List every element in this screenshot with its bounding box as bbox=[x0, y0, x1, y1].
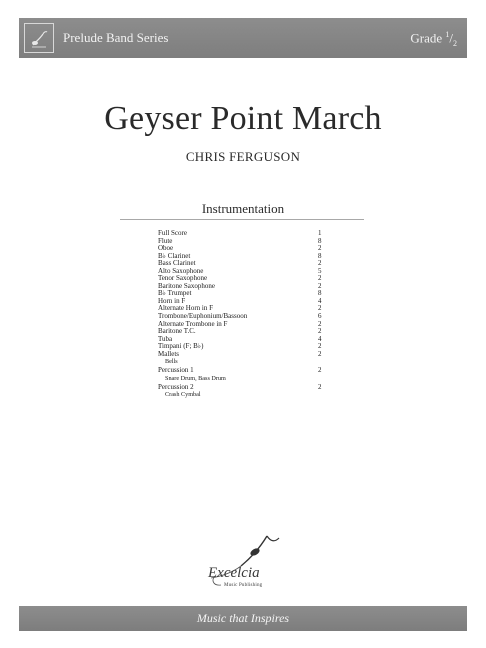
instrument-quantity: 2 bbox=[318, 342, 322, 351]
instrumentation-heading: Instrumentation bbox=[201, 201, 285, 216]
instrument-quantity: 4 bbox=[318, 334, 322, 343]
instrument-quantity: 2 bbox=[318, 304, 322, 313]
instrument-quantity: 5 bbox=[318, 266, 322, 275]
instrument-subitem bbox=[158, 391, 328, 399]
instrument-name: Percussion 1 bbox=[158, 366, 194, 375]
instrumentation-list bbox=[158, 230, 328, 399]
series-name: Prelude Band Series bbox=[63, 30, 169, 45]
instrument-name: B♭ Trumpet bbox=[158, 289, 192, 298]
instrument-name: Trombone/Euphonium/Bassoon bbox=[158, 312, 248, 321]
instrument-name: Mallets bbox=[158, 349, 179, 358]
instrument-name: Bells bbox=[165, 358, 178, 366]
piece-title: Geyser Point March bbox=[104, 100, 382, 137]
instrument-quantity: 1 bbox=[318, 229, 322, 237]
instrument-quantity: 2 bbox=[318, 244, 322, 253]
instrument-name: Alto Saxophone bbox=[158, 266, 204, 275]
instrument-quantity: 4 bbox=[318, 296, 322, 305]
instrument-row bbox=[158, 230, 328, 238]
publisher-name: Excelcia bbox=[208, 565, 260, 581]
instrument-name: Timpani (F; B♭) bbox=[158, 342, 204, 351]
instrument-name: Baritone Saxophone bbox=[158, 281, 215, 290]
instrument-quantity: 2 bbox=[318, 327, 322, 336]
instrument-quantity: 2 bbox=[318, 274, 322, 283]
composer-name: CHRIS FERGUSON bbox=[185, 149, 301, 164]
instrument-name: Snare Drum, Bass Drum bbox=[165, 374, 226, 382]
instrument-quantity: 8 bbox=[318, 236, 322, 245]
instrument-name: Tuba bbox=[158, 334, 173, 343]
instrument-quantity: 2 bbox=[318, 349, 322, 358]
instrument-quantity: 2 bbox=[318, 259, 322, 268]
instrument-name: Crash Cymbal bbox=[165, 391, 201, 399]
instrumentation-divider bbox=[120, 219, 364, 220]
instrument-quantity: 2 bbox=[318, 382, 322, 391]
instrument-name: Oboe bbox=[158, 244, 174, 253]
instrument-name: B♭ Clarinet bbox=[158, 251, 191, 260]
instrument-name: Bass Clarinet bbox=[158, 259, 196, 268]
instrument-name: Full Score bbox=[158, 229, 187, 237]
instrument-subitem bbox=[158, 358, 328, 366]
instrument-quantity: 6 bbox=[318, 312, 322, 321]
instrument-name: Alternate Trombone in F bbox=[158, 319, 228, 328]
instrument-row bbox=[158, 328, 328, 336]
header-bar bbox=[19, 18, 467, 58]
instrument-quantity: 2 bbox=[318, 281, 322, 290]
instrument-quantity: 8 bbox=[318, 289, 322, 298]
instrument-row bbox=[158, 238, 328, 246]
instrument-row bbox=[158, 351, 328, 359]
instrument-name: Tenor Saxophone bbox=[158, 274, 208, 283]
instrument-quantity: 2 bbox=[318, 319, 322, 328]
instrument-name: Baritone T.C. bbox=[158, 327, 196, 336]
series-logo-icon bbox=[24, 23, 54, 53]
publisher-subtitle: Music Publishing bbox=[224, 583, 263, 588]
instrument-name: Horn in F bbox=[158, 296, 186, 305]
instrument-quantity: 2 bbox=[318, 366, 322, 375]
instrument-quantity: 8 bbox=[318, 251, 322, 260]
grade-label: Grade $^1/_2$ bbox=[410, 30, 457, 48]
instrument-row bbox=[158, 384, 328, 392]
instrument-name: Flute bbox=[158, 236, 173, 245]
tagline: Music that Inspires bbox=[196, 611, 290, 625]
instrument-row bbox=[158, 367, 328, 375]
instrument-name: Percussion 2 bbox=[158, 382, 194, 391]
instrument-subitem bbox=[158, 375, 328, 383]
instrument-name: Alternate Horn in F bbox=[158, 304, 214, 313]
footer-bar bbox=[19, 606, 467, 631]
instrument-row bbox=[158, 343, 328, 351]
